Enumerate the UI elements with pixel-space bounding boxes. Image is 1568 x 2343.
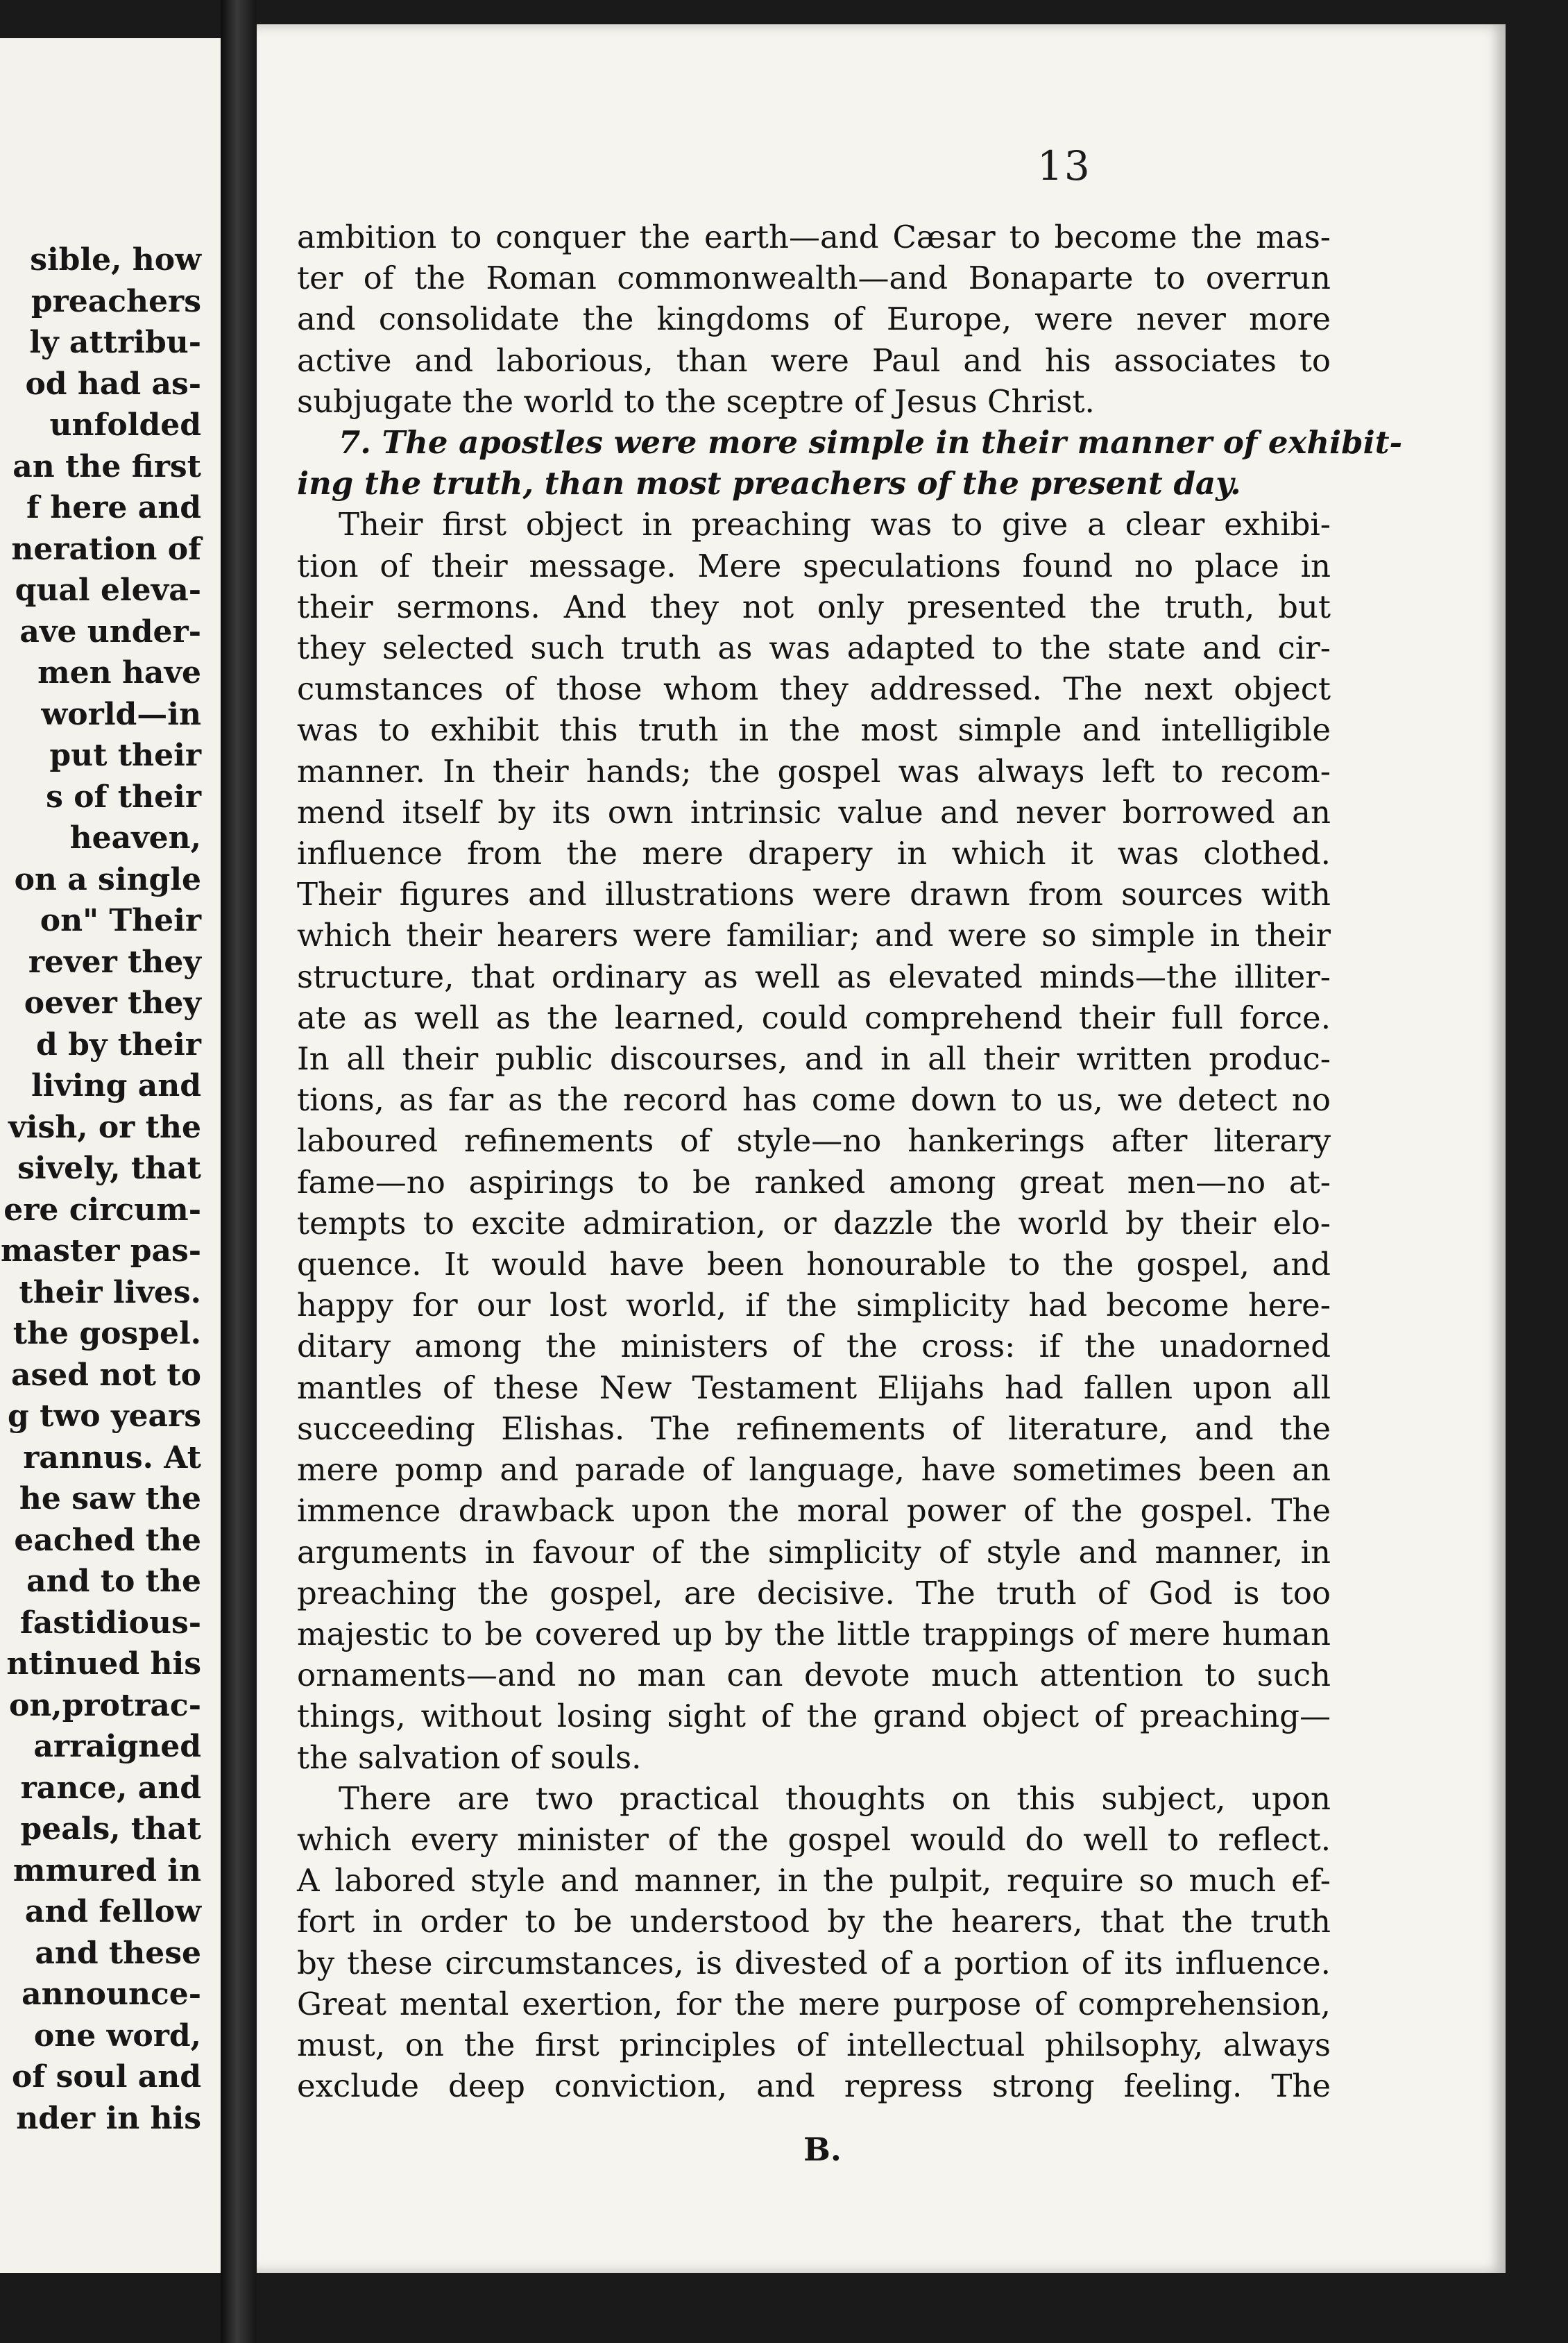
left-line: od had as- [25,366,201,402]
left-line: rance, and [20,1770,201,1806]
left-line: and fellow [24,1894,201,1929]
text-line: happy for our lost world, if the simplicity had become here- [297,1287,1331,1324]
text-line: influence from the mere drapery in which it was clothed. [297,835,1331,872]
left-page-fragment [0,38,221,2273]
text-line: ate as well as the learned, could comprehend their full force. [297,999,1331,1036]
left-line: qual eleva- [15,573,201,608]
text-line: which their hearers were familiar; and were so simple in their [297,917,1331,954]
text-line: cumstances of those whom they addressed. The next object [297,670,1331,708]
text-line: exclude deep conviction, and repress strong feeling. The [297,2067,1331,2105]
left-line: f here and [26,490,201,525]
text-line: There are two practical thoughts on this subject, upon [339,1779,1331,1817]
text-line: Great mental exertion, for the mere purpose of comprehension, [297,1985,1331,2022]
left-line: announce- [22,1977,201,2012]
left-line: living and [31,1068,201,1103]
text-line: they selected such truth as was adapted to the state and cir- [297,629,1331,667]
text-line: In all their public discourses, and in all their written produc- [297,1040,1331,1078]
text-line: laboured refinements of style—no hankerings after literary [297,1122,1331,1160]
left-line: oever they [24,986,201,1021]
left-line: on,protrac- [8,1687,201,1723]
left-line: eached the [14,1522,201,1558]
left-line: one word, [33,2018,201,2054]
left-line: of soul and [11,2059,201,2095]
text-line: things, without losing sight of the grand object of preaching— [297,1698,1331,1735]
left-line: men have [37,655,201,691]
text-line: ornaments—and no man can devote much attention to such [297,1657,1331,1694]
text-line: mere pomp and parade of language, have sometimes been an [297,1451,1331,1489]
left-line: unfolded [49,407,201,443]
section-heading-line: 7. The apostles were more simple in their manner of exhibit- [339,424,1403,462]
text-line: structure, that ordinary as well as elevated minds—the illiter- [297,958,1331,995]
text-line: quence. It would have been honourable to the gospel, and [297,1246,1331,1283]
left-line: on" Their [40,903,201,938]
text-line: fort in order to be understood by the hearers, that the truth [297,1903,1331,1940]
left-line: vish, or the [8,1109,201,1145]
left-line: master pas- [1,1233,201,1269]
left-line: put their [49,738,201,773]
left-line: sively, that [17,1151,201,1186]
text-line: immence drawback upon the moral power of the gospel. The [297,1492,1331,1530]
left-line: ave under- [19,614,201,650]
left-line: s of their [46,779,201,815]
text-line: ambition to conquer the earth—and Cæsar to become the mas- [297,219,1331,255]
left-line: ere circum- [3,1192,201,1228]
text-line: ter of the Roman commonwealth—and Bonaparte to overrun [297,260,1331,297]
left-line: peals, that [20,1811,201,1847]
text-line: active and laborious, than were Paul and his associates to [297,341,1331,379]
text-line: tempts to excite admiration, or dazzle the world by their elo- [297,1204,1331,1242]
left-line: fastidious- [19,1605,201,1641]
text-line: mantles of these New Testament Elijahs had fallen upon all [297,1369,1331,1406]
text-line: Their figures and illustrations were drawn from sources with [297,876,1331,913]
left-line: d by their [36,1026,201,1063]
section-heading-line: ing the truth, than most preachers of the present day. [297,465,1241,502]
text-line: subjugate the world to the sceptre of Jesus Christ. [297,382,1095,420]
text-line: A labored style and manner, in the pulpit, require so much ef- [297,1862,1331,1900]
text-line: ditary among the ministers of the cross: if the unadorned [297,1328,1331,1365]
text-line: fame—no aspirings to be ranked among great men—no at- [297,1163,1331,1201]
page-number: 13 [1037,142,1091,189]
left-line: rannus. At [23,1439,201,1475]
text-line: was to exhibit this truth in the most simple and intelligible [297,711,1331,749]
signature-mark: B. [803,2131,842,2168]
text-line: tions, as far as the record has come down to us, we detect no [297,1081,1331,1119]
left-line: and to the [26,1564,201,1599]
left-line: rever they [28,944,201,980]
left-line: nder in his [16,2100,201,2136]
left-line: on a single [14,861,201,897]
left-page-text [1,239,201,2139]
text-line: preaching the gospel, are decisive. The truth of God is too [297,1574,1331,1612]
left-line: preachers [31,283,201,319]
left-line: g two years [8,1398,201,1434]
text-line: must, on the first principles of intellectual philsophy, always [297,2026,1331,2063]
text-line: arguments in favour of the simplicity of style and manner, in [297,1533,1331,1571]
left-line: ased not to [10,1357,201,1393]
left-line: neration of [11,531,201,567]
text-line: mend itself by its own intrinsic value and never borrowed an [297,793,1331,831]
text-line: succeeding Elishas. The refinements of literature, and the [297,1410,1331,1447]
text-line: their sermons. And they not only presented the truth, but [297,588,1331,625]
left-line: their lives. [19,1274,201,1310]
left-line: heaven, [69,820,201,856]
page-body-text [297,217,1403,2106]
text-line: and consolidate the kingdoms of Europe, were never more [297,301,1331,338]
book-gutter [221,0,257,2343]
left-line: the gospel. [12,1316,201,1351]
text-line: majestic to be covered up by the little trappings of mere human [297,1615,1331,1652]
left-line: mmured in [12,1852,201,1888]
text-line: by these circumstances, is divested of a portion of its influence. [297,1944,1331,1981]
left-line: an the first [12,448,201,484]
left-line: ly attribu- [29,325,201,360]
text-line: manner. In their hands; the gospel was always left to recom- [297,752,1331,790]
left-line: ntinued his [6,1646,201,1682]
left-line: he saw the [19,1481,201,1516]
text-line: the salvation of souls. [297,1739,642,1776]
left-line: sible, how [30,242,201,278]
left-line: world—in [41,696,201,732]
left-line: and these [35,1935,201,1971]
text-line: which every minister of the gospel would do well to reflect. [297,1820,1331,1858]
text-line: tion of their message. Mere speculations found no place in [297,547,1331,584]
left-line: arraigned [33,1729,201,1764]
text-line: Their first object in preaching was to give a clear exhibi- [339,506,1331,543]
